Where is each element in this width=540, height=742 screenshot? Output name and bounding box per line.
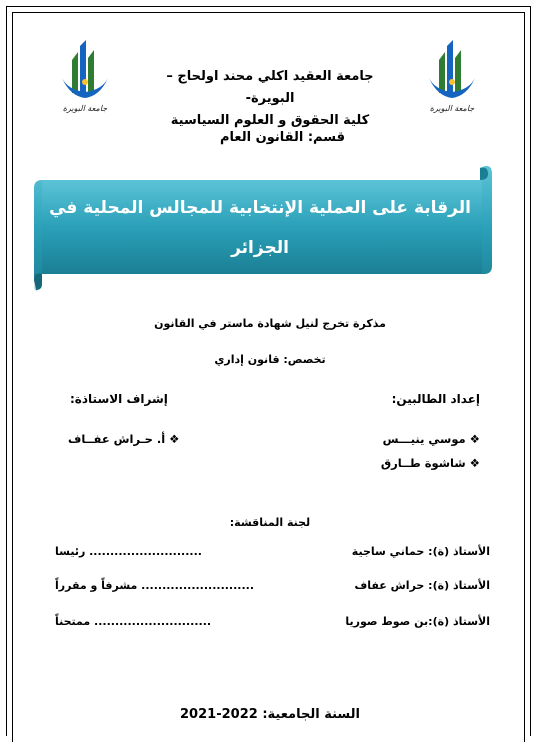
committee-member-2: الأستاذ (ة): حراش عفاف [354,579,490,592]
thesis-title-line2: الجزائر [231,238,289,258]
thesis-title [40,188,480,268]
committee-member-1: الأستاذ (ة): حماني ساجية [351,545,490,558]
university-header [145,66,395,132]
university-logo-right [417,38,487,116]
committee-role-1: ........................... رئيسا [55,545,202,558]
thesis-title-line1: الرقابة على العملية الإنتخابية للمجالس المحلية في [49,198,471,218]
student-name-2: ❖ شاشوة طــارق [380,456,480,470]
student-name-1: ❖ موسي ينيـــس [382,432,480,446]
supervision-label: إشراف الاستاذة: [70,392,168,406]
logo-caption-left: جامعة البويرة [62,104,108,113]
academic-year: السنة الجامعية: 2022-2021 [180,707,360,722]
committee-member-3: الأستاذ (ة):بن صوط صوريا [345,615,490,628]
committee-role-2: ........................... مشرفاً و مقرراً [55,579,255,592]
university-logo-left [50,38,120,116]
supervisor-name: ❖ أ. حـراش عفــاف [68,432,180,446]
faculty-name: كلية الحقوق و العلوم السياسية [170,113,370,128]
thesis-subtitle: مذكرة تخرج لنيل شهادة ماستر في القانون [154,317,386,330]
university-name: جامعة العقيد اكلي محند اولحاج – البويرة- [166,69,374,106]
specialty: تخصص: قانون إداري [214,353,326,366]
department-name: قسم: القانون العام [220,130,345,145]
logo-caption-right: جامعة البويرة [429,104,475,113]
committee-label: لجنة المناقشة: [229,516,311,529]
committee-role-3: ............................ ممتحناً [55,615,212,628]
students-label: إعداد الطالبين: [391,392,480,406]
